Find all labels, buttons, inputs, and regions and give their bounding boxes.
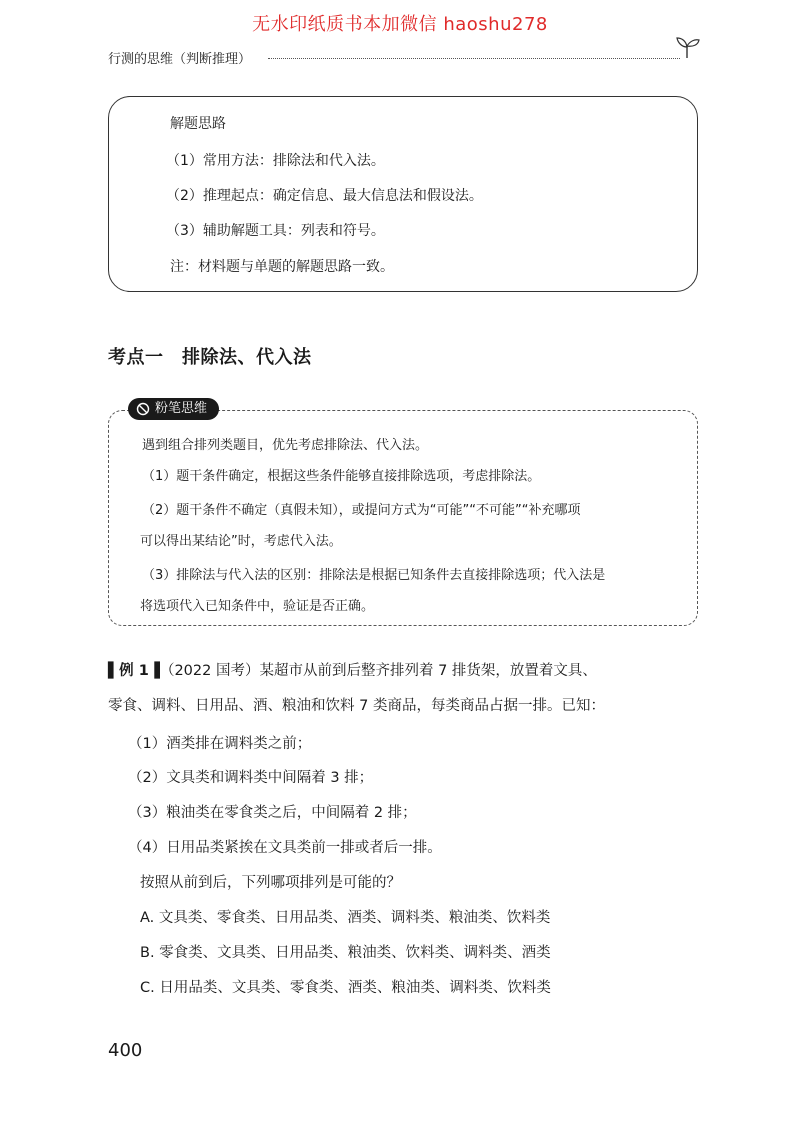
no-symbol-icon bbox=[136, 402, 150, 416]
example-source: （2022 国考） bbox=[159, 663, 260, 679]
watermark-text: 无水印纸质书本加微信 haoshu278 bbox=[252, 14, 548, 35]
example-condition: （1）酒类排在调料类之前； bbox=[128, 736, 312, 752]
example-option-c: C. 日用品类、文具类、零食类、酒类、粮油类、调料类、饮料类 bbox=[140, 980, 551, 996]
thinking-line: （3）排除法与代入法的区别：排除法是根据已知条件去直接排除选项；代入法是 bbox=[142, 568, 606, 583]
thinking-line: 可以得出某结论”时，考虑代入法。 bbox=[140, 534, 342, 549]
thinking-tag-label: 粉笔思维 bbox=[155, 401, 208, 416]
example-option-b: B. 零食类、文具类、日用品类、粮油类、饮料类、调料类、酒类 bbox=[140, 945, 551, 961]
example-stem-line-2: 零食、调料、日用品、酒、粮油和饮料 7 类商品，每类商品占据一排。已知： bbox=[108, 698, 605, 714]
example-label: 例 1 bbox=[119, 663, 149, 679]
thinking-line: 将选项代入已知条件中，验证是否正确。 bbox=[140, 599, 375, 614]
thinking-tag bbox=[128, 398, 219, 420]
sprout-icon bbox=[672, 34, 702, 60]
section-title: 考点一 排除法、代入法 bbox=[108, 347, 312, 368]
example-condition: （2）文具类和调料类中间隔着 3 排； bbox=[128, 770, 374, 786]
approach-item: （1）常用方法：排除法和代入法。 bbox=[166, 153, 385, 169]
example-stem-line-1 bbox=[108, 659, 597, 680]
example-label-mark: ▐ bbox=[148, 663, 160, 679]
thinking-line: （1）题干条件确定，根据这些条件能够直接排除选项，考虑排除法。 bbox=[142, 469, 541, 484]
example-option-a: A. 文具类、零食类、日用品类、酒类、调料类、粮油类、饮料类 bbox=[140, 910, 551, 926]
example-condition: （4）日用品类紧挨在文具类前一排或者后一排。 bbox=[128, 840, 442, 856]
example-label-mark: ▌ bbox=[108, 663, 120, 679]
example-question: 按照从前到后，下列哪项排列是可能的？ bbox=[140, 875, 401, 891]
example-condition: （3）粮油类在零食类之后，中间隔着 2 排； bbox=[128, 805, 417, 821]
approach-item: （2）推理起点：确定信息、最大信息法和假设法。 bbox=[166, 188, 483, 204]
example-stem: 某超市从前到后整齐排列着 7 排货架，放置着文具、 bbox=[259, 663, 597, 679]
thinking-line: （2）题干条件不确定（真假未知），或提问方式为“可能”“不可能”“补充哪项 bbox=[142, 503, 581, 518]
running-head: 行测的思维（判断推理） bbox=[108, 52, 252, 67]
page-number: 400 bbox=[108, 1040, 143, 1061]
thinking-line: 遇到组合排列类题目，优先考虑排除法、代入法。 bbox=[142, 438, 429, 453]
approach-title: 解题思路 bbox=[170, 116, 226, 132]
approach-item: （3）辅助解题工具：列表和符号。 bbox=[166, 223, 385, 239]
header-rule bbox=[268, 58, 680, 59]
approach-note: 注：材料题与单题的解题思路一致。 bbox=[170, 259, 394, 275]
